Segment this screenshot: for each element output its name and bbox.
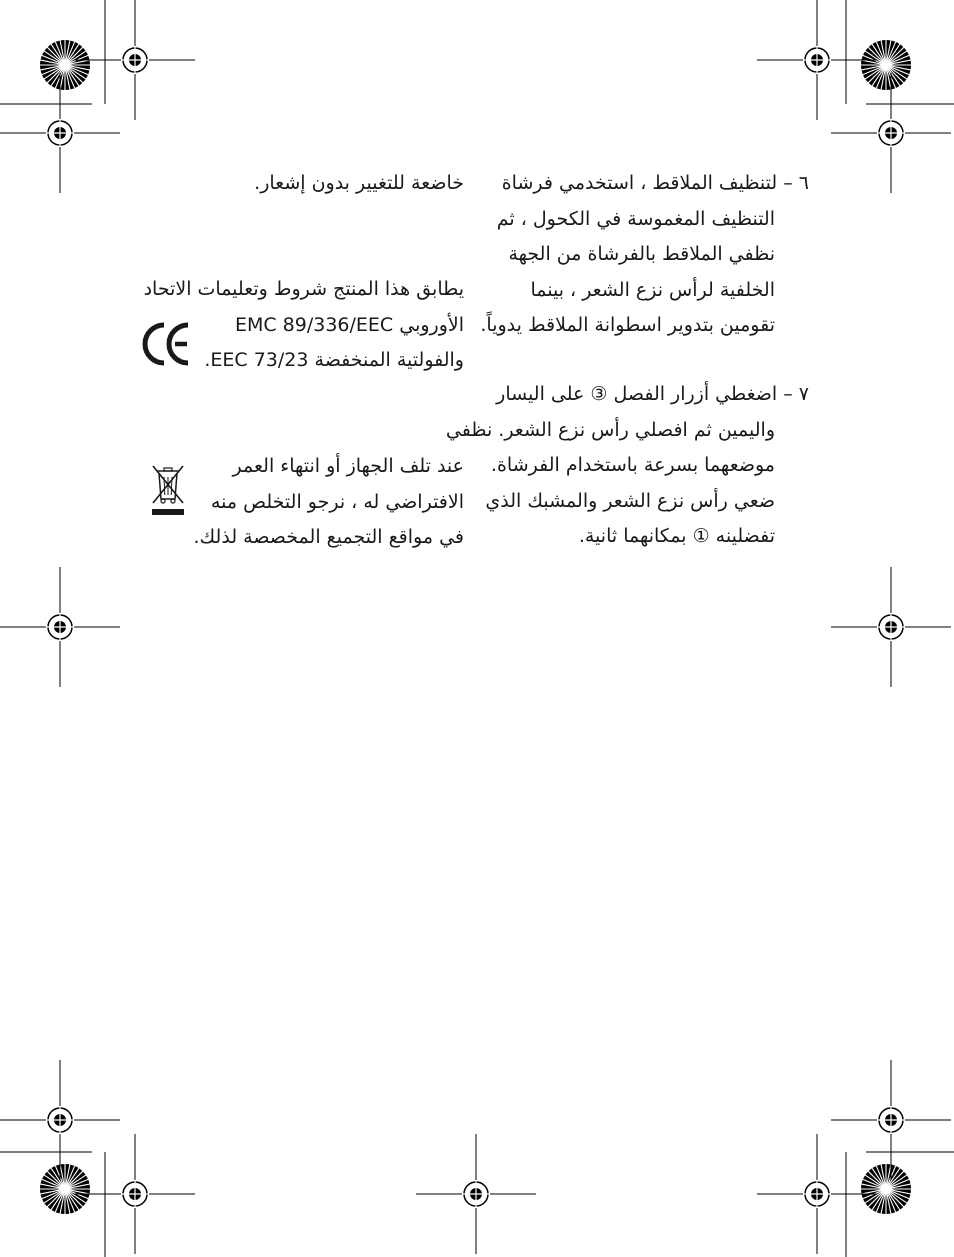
change-notice-text: خاضعة للتغيير بدون إشعار. — [254, 172, 464, 194]
step-7-line-2: واليمين ثم افصلي رأس نزع الشعر. نظفي — [445, 418, 775, 441]
step-7-line-3: موضعهما بسرعة باستخدام الفرشاة. — [490, 454, 775, 476]
step-7-line-1: ٧ – اضغطي أزرار الفصل ③ على اليسار — [496, 383, 809, 405]
compliance-line-1: يطابق هذا المنتج شروط وتعليمات الاتحاد — [143, 278, 464, 300]
star-target-top-left — [40, 40, 90, 90]
compliance-line-3: والفولتية المنخفضة 73/23 EEC. — [204, 349, 464, 371]
step-7 — [445, 377, 809, 555]
step-6-line-1: ٦ – لتنظيف الملاقط ، استخدمي فرشاة — [501, 172, 809, 194]
disposal-line-2: الافتراضي له ، نرجو التخلص منه — [210, 490, 464, 513]
step-6-line-3: نظفي الملاقط بالفرشاة من الجهة — [508, 243, 775, 265]
disposal-line-1: عند تلف الجهاز أو انتهاء العمر — [232, 455, 464, 477]
compliance-line-2: الأوروبي EMC 89/336/EEC — [234, 313, 464, 336]
step-6-line-4: الخلفية لرأس نزع الشعر ، بينما — [530, 278, 775, 301]
star-target-bottom-right — [861, 1164, 911, 1214]
ce-marking-icon — [142, 320, 190, 368]
step-7-number: ٧ — [798, 383, 809, 405]
step-6 — [480, 166, 809, 344]
step-6-number: ٦ — [798, 172, 809, 194]
change-notice — [164, 166, 464, 202]
step-7-line-5: تفضلينه ① بمكانهما ثانية. — [578, 525, 775, 547]
step-6-line-2: التنظيف المغموسة في الكحول ، ثم — [496, 207, 775, 230]
star-target-bottom-left — [40, 1164, 90, 1214]
disposal-statement — [174, 449, 464, 556]
star-target-top-right — [861, 40, 911, 90]
crossed-out-wheelie-bin-icon — [150, 463, 186, 519]
disposal-line-3: في مواقع التجميع المخصصة لذلك. — [193, 526, 464, 548]
step-7-line-4: ضعي رأس نزع الشعر والمشبك الذي — [485, 489, 775, 512]
step-6-line-5: تقومين بتدوير اسطوانة الملاقط يدوياً. — [480, 314, 775, 336]
